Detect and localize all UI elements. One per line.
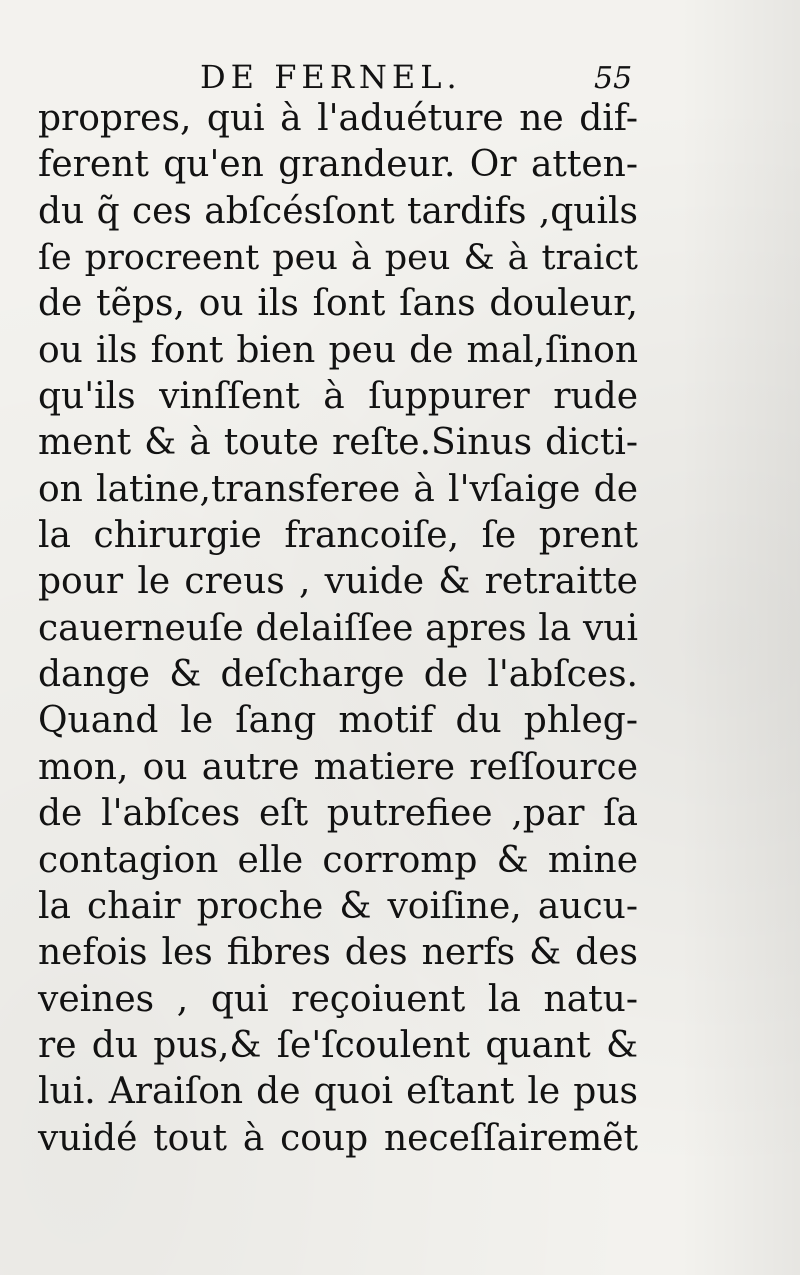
text-line: de tẽps, ou ils ſont ſans douleur,	[38, 283, 638, 325]
text-line: du q̃ ces abſcésſont tardifs ,quils	[38, 190, 638, 232]
text-line: Quand le ſang motif du phleg-	[38, 700, 638, 742]
text-line: lui. Araiſon de quoi eſtant le pus	[38, 1071, 638, 1113]
text-line: veines , qui reçoiuent la natu-	[38, 978, 638, 1020]
text-line: contagion elle corromp & mine	[38, 839, 638, 881]
text-line: dange & deſcharge de l'abſces.	[38, 654, 638, 696]
page-shading	[680, 0, 800, 1275]
text-line: ferent qu'en grandeur. Or atten-	[38, 144, 638, 186]
text-line: pour le creus , vuide & retraitte	[38, 561, 638, 603]
text-line: ou ils font bien peu de mal,ſinon	[38, 329, 638, 371]
text-line: nefois les fibres des nerfs & des	[38, 932, 638, 974]
text-line: qu'ils vinſſent à ſuppurer rude	[38, 376, 638, 418]
text-line: cauerneuſe delaiſſee apres la vui	[38, 607, 638, 649]
text-line: propres, qui à l'aduéture ne dif-	[38, 98, 638, 139]
body-text	[38, 96, 638, 1162]
text-line: mon, ou autre matiere reſſource	[38, 746, 638, 788]
text-line: vuidé tout à coup neceſſairemẽt	[38, 1117, 638, 1159]
text-line: la chirurgie francoiſe, ſe prent	[38, 515, 638, 557]
text-line: ment & à toute reſte.Sinus dicti-	[38, 422, 638, 464]
text-line: re du pus,& ſe'ſcoulent quant &	[38, 1024, 638, 1066]
running-head: DE FERNEL.	[200, 58, 462, 96]
page-number: 55	[594, 61, 633, 96]
text-line: ſe procreent peu à peu & à traict	[38, 238, 638, 279]
text-line: on latine,transferee à l'vſaige de	[38, 468, 638, 510]
text-line: la chair proche & voiſine, aucu-	[38, 885, 638, 927]
text-line: de l'abſces eſt putrefiee ,par ſa	[38, 793, 638, 835]
